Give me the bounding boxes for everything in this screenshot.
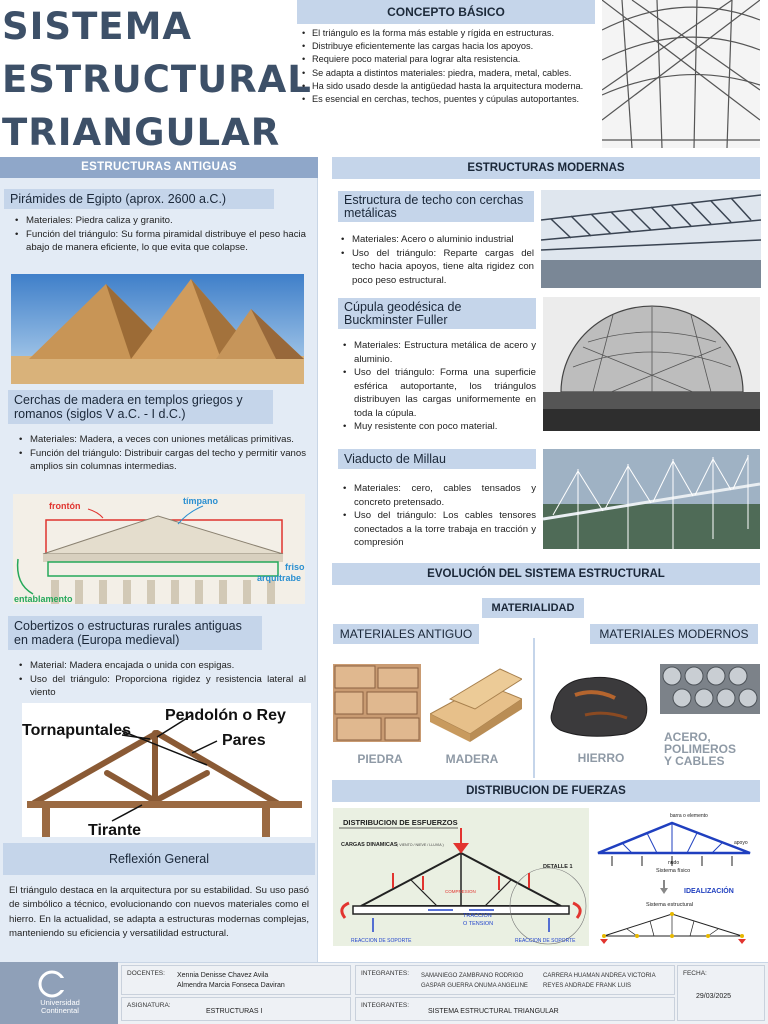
modernas-heading: ESTRUCTURAS MODERNAS bbox=[332, 157, 760, 179]
concepto-item: • Ha sido usado desde la antigüedad hasta la arquitectura moderna. bbox=[300, 80, 595, 93]
concepto-item: • Es esencial en cerchas, techos, puentes y cúpulas autoportantes. bbox=[300, 93, 595, 106]
cobertizos-list bbox=[14, 659, 306, 700]
label-fronton: frontón bbox=[49, 501, 81, 511]
concepto-item: • Se adapta a distintos materiales: piedra, madera, metal, cables. bbox=[300, 67, 595, 80]
materiales-antiguo-heading: MATERIALES ANTIGUO bbox=[333, 624, 479, 644]
concepto-item: • Requiere poco material para lograr alta resistencia. bbox=[300, 53, 595, 66]
concepto-item: • El triángulo es la forma más estable y rígida en estructuras. bbox=[300, 27, 595, 40]
reaccion-left-label: REACCION DE SOPORTE bbox=[351, 938, 412, 944]
reflexion-title: Reflexión General bbox=[3, 843, 315, 875]
cupula-list bbox=[338, 339, 536, 434]
millau-viaduct-photo bbox=[543, 449, 760, 549]
viaducto-list bbox=[338, 482, 536, 550]
cobertizos-title: Cobertizos o estructuras rurales antiguas en madera (Europa medieval) bbox=[8, 616, 262, 650]
integrante-name: CARRERA HUAMAN ANDREA VICTORIA bbox=[543, 973, 656, 979]
fisico-label: Sistema físico bbox=[656, 868, 691, 874]
viaducto-item: • Materiales: cero, cables tensados y concreto pretensado. bbox=[338, 482, 536, 509]
asignatura-label: ASIGNATURA: bbox=[127, 1002, 171, 1009]
pyramids-photo bbox=[11, 274, 304, 384]
label-acero: ACERO, POLIMEROS Y CABLES bbox=[664, 730, 737, 768]
cupula-title: Cúpula geodésica de Buckminster Fuller bbox=[338, 298, 536, 329]
cupula-item: • Uso del triángulo: Forma una superficie esférica autoportante, los triángulos distribuyen las cargas uniformemente en toda la cúpula. bbox=[338, 366, 536, 420]
integrantes2-label: INTEGRANTES: bbox=[361, 1002, 410, 1009]
cerchas-list bbox=[14, 433, 306, 474]
fuerzas-heading: DISTRIBUCION DE FUERZAS bbox=[332, 780, 760, 802]
wood-truss-diagram bbox=[22, 703, 311, 837]
label-pares: Pares bbox=[222, 732, 266, 749]
piramides-title: Pirámides de Egipto (aprox. 2600 a.C.) bbox=[4, 189, 274, 209]
steel-dome-photo bbox=[602, 0, 760, 148]
diagram-title: DISTRIBUCION DE ESFUERZOS bbox=[343, 818, 458, 827]
cobertizos-item: • Material: Madera encajada o unida con espigas. bbox=[14, 659, 306, 673]
docente-name: Almendra Marcia Fonseca Daviran bbox=[177, 982, 285, 989]
techo-item: • Uso del triángulo: Reparte cargas del techo hacia apoyos, tiene alta rigidez con poco peso estructural. bbox=[336, 247, 534, 288]
label-pendolon: Pendolón o Rey bbox=[165, 707, 286, 724]
university-logo bbox=[0, 962, 118, 1024]
docente-name: Xennia Denisse Chavez Avila bbox=[177, 972, 269, 979]
cargas-note: ( VIENTO / NIEVE / LLUVIA ) bbox=[397, 843, 444, 847]
cobertizos-item: • Uso del triángulo: Proporciona rigidez y resistencia lateral al viento bbox=[14, 673, 306, 700]
docentes-label: DOCENTES: bbox=[127, 970, 165, 977]
tema-value: SISTEMA ESTRUCTURAL TRIANGULAR bbox=[428, 1008, 559, 1015]
detalle-label: DETALLE 1 bbox=[543, 864, 573, 870]
viaducto-title: Viaducto de Millau bbox=[338, 449, 536, 469]
fecha-value: 29/03/2025 bbox=[696, 993, 732, 1000]
estructural-label: Sistema estructural bbox=[646, 902, 694, 908]
title-line-1: SISTEMA bbox=[2, 5, 193, 48]
label-timpano: tímpano bbox=[183, 496, 218, 506]
title-line-2: ESTRUCTURAL bbox=[2, 58, 312, 101]
wood-planks bbox=[430, 664, 522, 742]
materiales-modernos-heading: MATERIALES MODERNOS bbox=[590, 624, 758, 644]
cupula-item: • Muy resistente con poco material. bbox=[338, 420, 536, 434]
nudo-label: nudo bbox=[668, 860, 680, 866]
label-hierro: HIERRO bbox=[577, 751, 625, 765]
label-madera: MADERA bbox=[445, 752, 499, 766]
cupula-item: • Materiales: Estructura metálica de acero y aluminio. bbox=[338, 339, 536, 366]
evolucion-heading: EVOLUCIÓN DEL SISTEMA ESTRUCTURAL bbox=[332, 563, 760, 585]
tema-cell bbox=[355, 997, 675, 1021]
cerchas-title: Cerchas de madera en templos griegos y romanos (siglos V a.C. - I d.C.) bbox=[8, 390, 273, 424]
traccion-label: TRACCION bbox=[463, 913, 492, 919]
techo-item: • Materiales: Acero o aluminio industrial bbox=[336, 233, 534, 247]
geodesic-dome-photo bbox=[543, 297, 760, 431]
reflexion-text: El triángulo destaca en la arquitectura por su estabilidad. Su uso pasó de simbólico a técnico, evolucionando con nuevos materiales como el hierro. En la actualidad, se adapta a estructuras modernas complejas, manteniendo su eficiencia y versatilidad estructural. bbox=[9, 885, 309, 940]
label-tornapuntales: Tornapuntales bbox=[22, 722, 132, 739]
idealization-diagram bbox=[592, 808, 760, 946]
tension-label: O TENSION bbox=[463, 921, 494, 927]
techo-list bbox=[336, 233, 534, 287]
integrante-name: REYES ANDRADE FRANK LUIS bbox=[543, 983, 632, 989]
label-entablamento: entablamento bbox=[14, 594, 73, 604]
poster-title bbox=[2, 0, 312, 159]
cargas-label: CARGAS DINAMICAS bbox=[341, 842, 398, 848]
integrantes-cell bbox=[355, 965, 675, 995]
integrante-name: SAMANIEGO ZAMBRANO RODRIGO bbox=[421, 973, 524, 979]
viaducto-item: • Uso del triángulo: Los cables tensores conectados a la torre trabaja en tracción y compresión bbox=[338, 509, 536, 550]
logo-line-2: Continental bbox=[41, 1006, 79, 1015]
antiguas-heading: ESTRUCTURAS ANTIGUAS bbox=[0, 157, 318, 178]
piramides-item: • Función del triángulo: Su forma piramidal distribuye el peso hacia abajo de manera eficiente, lo que evita que colapse. bbox=[10, 228, 306, 255]
concepto-heading: CONCEPTO BÁSICO bbox=[297, 0, 595, 24]
iron-ore bbox=[545, 670, 653, 740]
stone-texture bbox=[333, 664, 421, 742]
steel-roof-truss-photo bbox=[541, 190, 761, 288]
piramides-list bbox=[10, 214, 306, 255]
docentes-cell bbox=[121, 965, 351, 995]
cerchas-item: • Función del triángulo: Distribuir cargas del techo y permitir vanos amplios sin columnas intermedias. bbox=[14, 447, 306, 474]
steel-pipes bbox=[660, 664, 760, 714]
barra-label: barra o elemento bbox=[670, 813, 708, 819]
reaccion-right-label: REACCION DE SOPORTE bbox=[515, 938, 576, 944]
materiales-divider bbox=[533, 638, 535, 778]
title-line-3: TRIANGULAR bbox=[2, 111, 281, 154]
force-distribution-diagram bbox=[333, 808, 589, 946]
logo-line-1: Universidad bbox=[40, 998, 80, 1007]
label-friso: friso bbox=[285, 562, 305, 572]
cerchas-item: • Materiales: Madera, a veces con uniones metálicas primitivas. bbox=[14, 433, 306, 447]
integrante-name: GASPAR GUERRA ONUMA ANGELINE bbox=[421, 983, 528, 989]
apoyo-label: apoyo bbox=[734, 840, 748, 846]
compresion-label: COMPRESION bbox=[445, 889, 476, 894]
label-tirante: Tirante bbox=[88, 822, 142, 837]
concepto-list bbox=[300, 27, 595, 106]
materialidad-heading: MATERIALIDAD bbox=[482, 598, 584, 618]
fecha-cell bbox=[677, 965, 765, 1021]
asignatura-cell bbox=[121, 997, 351, 1021]
label-arquitrabe: arquitrabe bbox=[257, 573, 302, 583]
idealizacion-label: IDEALIZACIÓN bbox=[684, 888, 734, 895]
piramides-item: • Materiales: Piedra caliza y granito. bbox=[10, 214, 306, 228]
integrantes-label: INTEGRANTES: bbox=[361, 970, 410, 977]
asignatura-value: ESTRUCTURAS I bbox=[206, 1008, 263, 1015]
label-piedra: PIEDRA bbox=[357, 752, 403, 766]
concepto-item: • Distribuye eficientemente las cargas hacia los apoyos. bbox=[300, 40, 595, 53]
fecha-label: FECHA: bbox=[683, 970, 707, 977]
techo-title: Estructura de techo con cerchas metálicas bbox=[338, 191, 534, 222]
greek-temple-diagram bbox=[13, 494, 305, 604]
